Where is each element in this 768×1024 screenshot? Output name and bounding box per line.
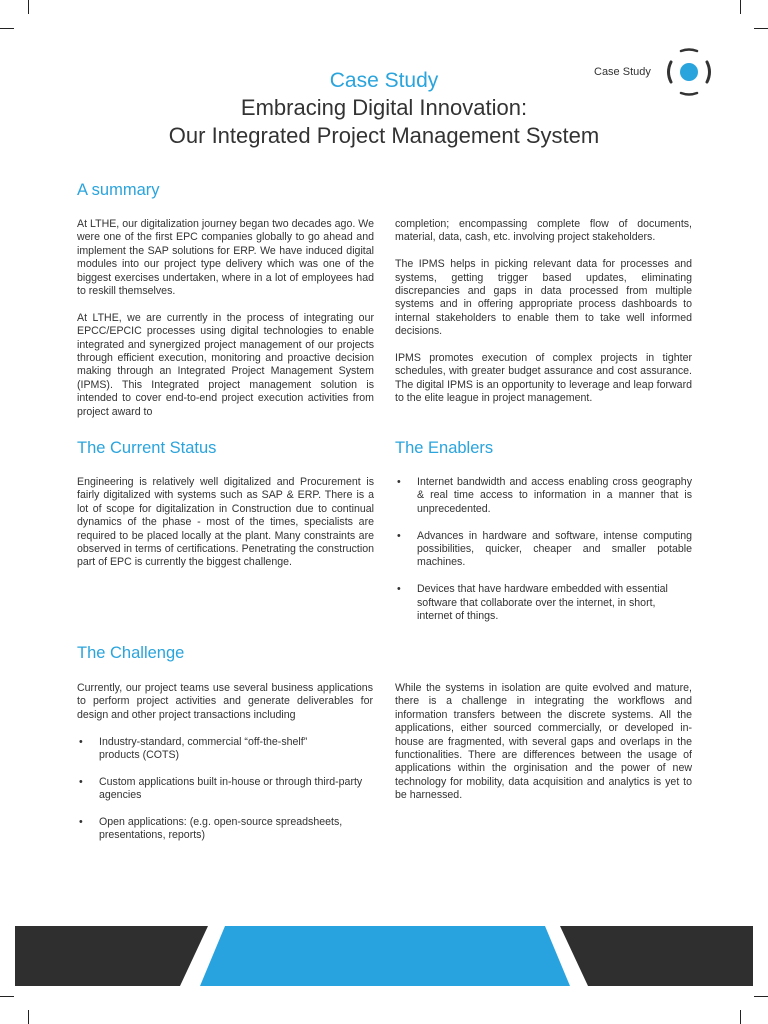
crop-mark (754, 996, 768, 997)
bullet-icon: • (397, 583, 401, 596)
challenge-left-column (77, 682, 373, 856)
list-item (77, 736, 373, 763)
bullet-icon: • (79, 735, 83, 748)
corner-label: Case Study (594, 66, 651, 78)
enablers-column (395, 476, 692, 637)
summary-right-column (395, 218, 692, 419)
footer-banner (0, 926, 768, 986)
summary-left-column (77, 218, 374, 432)
page-header (0, 68, 768, 150)
summary-paragraph: completion; encompassing complete flow of documents, material, data, cash, etc. involving project stakeholders. (395, 218, 692, 244)
page-title-line2: Our Integrated Project Management System (168, 123, 600, 148)
list-item (395, 530, 692, 570)
crop-mark (740, 0, 741, 14)
summary-paragraph: The IPMS helps in picking relevant data for processes and systems, getting trigger based updates, eliminating discrepancies and gaps in data processed from multiple systems and in offering appropriate process dashboards to internal stakeholders to enable them to take well informed decisions. (395, 258, 692, 338)
current-status-heading: The Current Status (77, 439, 217, 457)
challenge-item-text: Open applications: (e.g. open-source spreadsheets, presentations, reports) (99, 816, 343, 842)
bullet-icon: • (397, 529, 401, 542)
crop-mark (0, 28, 14, 29)
crop-mark (740, 1010, 741, 1024)
page-title-line1: Embracing Digital Innovation: (240, 95, 528, 120)
list-item (395, 476, 692, 516)
bullet-icon: • (79, 816, 83, 829)
crop-mark (754, 28, 768, 29)
list-item (77, 816, 373, 843)
challenge-intro: Currently, our project teams use several business applications to perform project activities and generate deliverables for design and other project transactions including (77, 682, 373, 721)
current-status-column (77, 476, 374, 583)
current-status-paragraph: Engineering is relatively well digitalized and Procurement is fairly digitalized with systems such as SAP & ERP. There is a lot of scope for digitalization in Construction due to continual dynamics of the phase - most of the times, specialists are required to be placed locally at the plant. Many constraints are observed in terms of certifications. Penetrating the construction part of EPC is currently the biggest challenge. (77, 476, 374, 569)
list-item (395, 583, 692, 623)
challenge-right-column (395, 682, 692, 816)
summary-heading: A summary (77, 181, 160, 199)
enabler-text: Advances in hardware and software, intense computing possibilities, quicker, cheaper and smaller potable machines. (417, 529, 692, 569)
enablers-heading: The Enablers (395, 439, 494, 457)
summary-paragraph: IPMS promotes execution of complex projects in tighter schedules, with greater budget assurance and cost assurance. The digital IPMS is an opportunity to leverage and leap forward to the elite league in project management. (395, 352, 692, 405)
challenge-item-text: Custom applications built in-house or through third-party agencies (99, 775, 363, 802)
crop-mark (28, 0, 29, 14)
challenge-item-text: Industry-standard, commercial “off-the-shelf” products (COTS) (99, 735, 308, 762)
enabler-text: Internet bandwidth and access enabling cross geography & real time access to information in a manner that is unprecedented. (417, 476, 692, 515)
page-kicker: Case Study (329, 69, 439, 92)
summary-paragraph: At LTHE, we are currently in the process of integrating our EPCC/EPCIC processes using digital technologies to enable integrated and synergized project management of our projects through efficient execution, monitoring and proactive decision making through an Integrated Project Management System (IPMS). This Integrated project management solution is intended to cover end-to-end project execution activities from project award to (77, 311, 374, 418)
crop-mark (0, 996, 14, 997)
challenge-list (77, 736, 373, 843)
challenge-paragraph: While the systems in isolation are quite evolved and mature, there is a challenge in integrating the workflows and information transfers between the discrete systems. All the applications, either sourced commercially, or developed in-house are fragmented, with several gaps and overlaps in the functionalities. There are differences between the usage of applications within the orginisation and the power of new technology for mobility, data acquisition and analytics is yet to be harnessed. (395, 682, 692, 802)
enabler-text: Devices that have hardware embedded with essential software that collaborate over the internet, in short, internet of things. (417, 583, 668, 623)
summary-paragraph: At LTHE, our digitalization journey began two decades ago. We were one of the first EPC companies globally to go ahead and implement the SAP solutions for ERP. We have induced digital modules into our project type delivery which was one of the biggest exercises undertaken, where in a lot of employees had to reskill themselves. (77, 218, 374, 298)
list-item (77, 776, 373, 803)
crop-mark (28, 1010, 29, 1024)
enablers-list (395, 476, 692, 623)
bullet-icon: • (397, 476, 401, 488)
challenge-heading: The Challenge (77, 644, 185, 662)
bullet-icon: • (79, 775, 83, 788)
